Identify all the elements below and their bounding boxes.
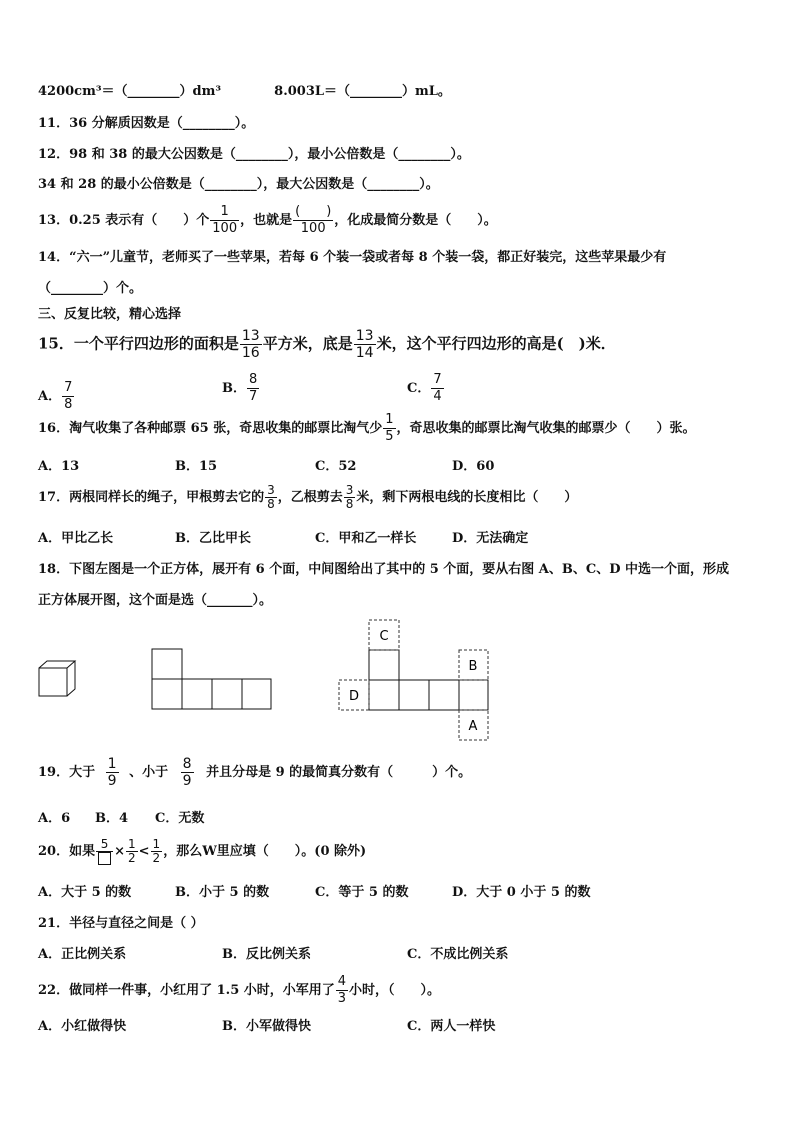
q15-text-a: 15．一个平行四边形的面积是 [38,334,239,353]
q20-f2-den: 2 [128,851,136,865]
q15-b-den: 7 [249,389,258,404]
q17-text-a: 17．两根同样长的绳子，甲根剪去它的 [38,490,265,505]
blank-box-icon [98,852,111,865]
q15-b-label: B． [222,381,246,396]
q19-f2-num: 8 [182,756,192,772]
q20-f1-num: 5 [96,838,113,852]
net2-square-3 [429,680,459,710]
q19-option-a[interactable]: A．6 [38,811,71,826]
question-11: 11．36 分解质因数是（________）。 [38,116,255,131]
q15-f1-den: 16 [241,345,260,361]
q22-option-b[interactable]: B．小军做得快 [222,1019,311,1034]
q17-fraction-1 [265,484,277,511]
q19-f2-den: 9 [182,773,192,789]
unit-conversion-line [38,83,451,101]
q15-c-fraction [431,372,443,405]
question-17 [38,484,577,511]
partial-net-figure [151,648,273,710]
q21-option-a[interactable]: A．正比例关系 [38,947,127,962]
q17-f2-den: 8 [345,497,354,511]
q20-text-b: ，那么W里应填（ ）。(0 除外) [163,844,367,859]
q20-f3-den: 2 [152,851,161,865]
choice-net-figure [338,619,490,741]
q19-f1-num: 1 [107,756,117,772]
q17-option-c[interactable]: C．甲和乙一样长 [315,531,417,546]
question-12-part-b: 34 和 28 的最小公倍数是（________），最大公因数是（________）。 [38,177,439,192]
question-20 [38,838,366,865]
q20-option-a[interactable]: A．大于 5 的数 [38,885,132,900]
q17-f1-den: 8 [267,497,275,511]
question-22 [38,974,440,1007]
q17-fraction-2 [344,484,356,511]
q15-text-c: 米，这个平行四边形的高是( )米． [376,334,616,353]
question-19 [38,756,471,789]
less-than-symbol: < [138,844,150,859]
q16-f-den: 5 [385,429,394,444]
cube-figure [38,660,78,700]
q15-option-a[interactable] [38,380,75,413]
q16-text-a: 16．淘气收集了各种邮票 65 张，奇思收集的邮票比淘气少 [38,421,383,436]
net2-square-4 [459,680,488,710]
q15-a-label: A． [38,389,62,404]
q16-option-a[interactable]: A．13 [38,459,80,474]
q19-text-c: 并且分母是 9 的最简真分数有（ ）个。 [206,765,472,780]
q19-text-a: 19．大于 [38,765,96,780]
q16-text-b: ，奇思收集的邮票比淘气收集的邮票少（ ）张。 [396,421,696,436]
q20-option-c[interactable]: C．等于 5 的数 [315,885,409,900]
q16-fraction [383,412,395,445]
q20-option-d[interactable]: D．大于 0 小于 5 的数 [452,885,591,900]
q22-option-a[interactable]: A．小红做得快 [38,1019,127,1034]
q15-f2-num: 13 [355,328,374,344]
cube-side-face [67,661,75,696]
q15-c-num: 7 [433,372,442,387]
question-14-part-b: （________）个。 [38,281,143,296]
q15-a-fraction [62,380,74,413]
q22-f-den: 3 [337,991,347,1006]
q20-option-b[interactable]: B．小于 5 的数 [175,885,270,900]
q15-fraction-base [354,328,376,361]
question-16 [38,412,696,445]
q19-option-b[interactable]: B．4 [95,811,129,826]
net1-top-square [152,649,182,679]
net1-square-4 [242,679,271,709]
q15-b-fraction [247,372,259,405]
q17-f2-num: 3 [345,483,354,497]
q22-option-c[interactable]: C．两人一样快 [407,1019,496,1034]
q15-a-num: 7 [64,380,73,395]
question-14: 14．“六一”儿童节，老师买了一些苹果，若每 6 个装一袋或者每 8 个装一袋，都正好装完，这些苹果最少有 [38,250,667,265]
l-to-ml: 8.003L＝（________）mL。 [274,84,451,99]
net1-square-1 [152,679,182,709]
q17-f1-num: 3 [267,483,275,497]
q22-fraction [336,974,348,1007]
net2-top-square [369,650,399,680]
q16-option-d[interactable]: D．60 [452,459,495,474]
label-a: A [468,719,478,734]
cube-front-face [39,668,67,696]
q15-c-den: 4 [433,389,442,404]
q13-f1-num: 1 [210,204,239,221]
q17-option-d[interactable]: D．无法确定 [452,531,529,546]
q15-b-num: 8 [249,372,258,387]
q20-fraction-2 [126,838,138,865]
question-21: 21．半径与直径之间是（ ） [38,916,204,931]
q22-text-a: 22．做同样一件事，小红用了 1.5 小时，小军用了 [38,983,335,998]
net2-square-2 [399,680,429,710]
cm3-to-dm3: 4200cm³＝（________）dm³ [38,84,222,99]
q15-c-label: C． [407,381,431,396]
q16-option-c[interactable]: C．52 [315,459,357,474]
q13-fraction-1 [210,204,239,237]
q21-option-b[interactable]: B．反比例关系 [222,947,311,962]
net1-square-3 [212,679,242,709]
label-d: D [348,689,360,704]
q20-f1-den [96,852,113,865]
q13-f2-den: 100 [300,221,326,236]
q15-text-b: 平方米，底是 [262,334,353,353]
q21-option-c[interactable]: C．不成比例关系 [407,947,509,962]
q19-f1-den: 9 [107,773,117,789]
q13-text-a: 13．0.25 表示有（ ）个 [38,213,210,228]
q13-f2-num: ( ) [295,204,332,219]
q15-f2-den: 14 [355,345,374,361]
label-c: C [379,629,389,644]
q15-option-c[interactable] [407,372,445,405]
question-15 [38,328,616,361]
q19-text-b: 、小于 [129,765,169,780]
q16-option-b[interactable]: B．15 [175,459,218,474]
q22-f-num: 4 [337,974,347,989]
question-12: 12．98 和 38 的最大公因数是（________），最小公倍数是（________）。 [38,147,470,162]
q13-text-c: ，化成最简分数是（ ）。 [334,213,497,228]
net2-square-1 [369,680,399,710]
q20-fraction-1 [96,838,113,865]
q13-fraction-2 [293,204,333,237]
label-b: B [468,659,478,674]
q15-fraction-area [240,328,262,361]
q15-a-den: 8 [64,397,73,412]
q17-option-a[interactable]: A．甲比乙长 [38,531,114,546]
q22-text-b: 小时，（ ）。 [349,983,441,998]
q13-f1-den: 100 [212,221,238,236]
q15-f1-num: 13 [241,328,260,344]
net1-square-2 [182,679,212,709]
question-18: 18．下图左图是一个正方体，展开有 6 个面，中间图给出了其中的 5 个面，要从右图 A、B、C、D 中选一个面，形成 [38,562,730,577]
q20-fraction-3 [151,838,163,865]
q15-options [38,372,758,412]
times-symbol: × [114,844,125,859]
q20-text-a: 20．如果 [38,844,96,859]
cube-top-face [39,661,75,668]
q16-f-num: 1 [385,412,394,427]
question-13 [38,204,497,237]
q19-option-c[interactable]: C．无数 [155,811,205,826]
q20-f3-num: 1 [152,837,161,851]
q17-text-c: 米，剩下两根电线的长度相比（ ） [356,490,578,505]
q19-fraction-1 [106,756,119,789]
q20-f2-num: 1 [128,837,136,851]
q19-fraction-2 [181,756,194,789]
q17-text-b: ，乙根剪去 [277,490,343,505]
q15-option-b[interactable] [222,372,260,405]
section-3-heading: 三、反复比较，精心选择 [38,307,182,322]
question-18-part-b: 正方体展开图，这个面是选（_______）。 [38,593,273,608]
q13-text-b: ，也就是 [240,213,293,228]
q17-option-b[interactable]: B．乙比甲长 [175,531,251,546]
